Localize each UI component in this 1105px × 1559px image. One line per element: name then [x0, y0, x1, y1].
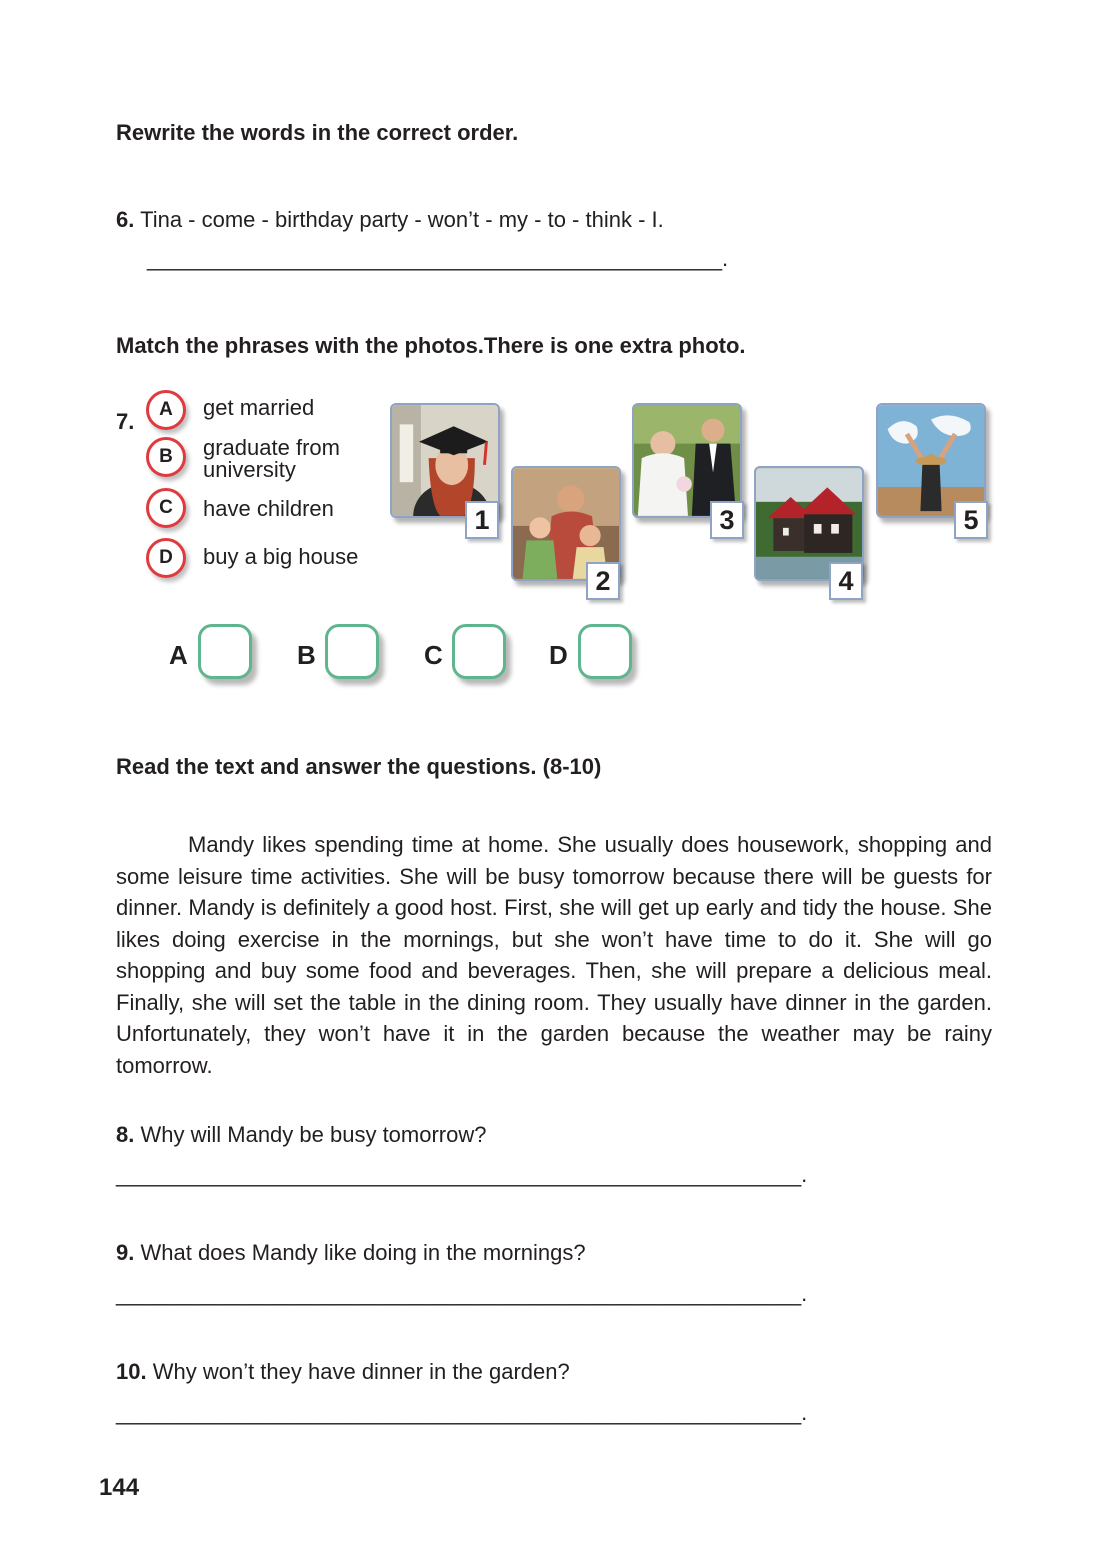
phrase-badge-b: B: [146, 437, 186, 477]
answer-letter-b: B: [297, 640, 316, 670]
photo-number-4: 4: [829, 562, 863, 600]
question-number: 6.: [116, 207, 135, 232]
answer-box-c[interactable]: [452, 624, 506, 679]
graduate-image: [392, 405, 498, 516]
question-text: What does Mandy like doing in the mornings?: [140, 1240, 586, 1265]
answer-box-a[interactable]: [198, 624, 252, 679]
question-text: Why won’t they have dinner in the garden?: [152, 1359, 570, 1384]
phrase-b-line2: university: [203, 457, 296, 482]
question-8: [116, 1122, 487, 1148]
answer-letter-c: C: [424, 640, 443, 670]
answer-line-8[interactable]: ________________________________________________________.: [116, 1162, 808, 1187]
answer-line-6[interactable]: _______________________________________________.: [147, 246, 729, 271]
phrase-badge-a: A: [146, 390, 186, 430]
question-6: [116, 207, 664, 233]
instruction-rewrite: Rewrite the words in the correct order.: [116, 120, 519, 145]
question-9: [116, 1240, 586, 1266]
phrase-d: buy a big house: [203, 544, 359, 569]
question-7-number: 7.: [116, 409, 135, 434]
phrase-b: [203, 437, 340, 481]
question-text: Tina - come - birthday party - won’t - my - to - think - I.: [140, 207, 664, 232]
instruction-match: Match the phrases with the photos.There is one extra photo.: [116, 333, 746, 358]
page-number: 144: [99, 1474, 140, 1501]
answer-box-b[interactable]: [325, 624, 379, 679]
traveller-image: [878, 405, 984, 516]
question-number: 9.: [116, 1240, 135, 1265]
wedding-image: [634, 405, 740, 516]
answer-line-9[interactable]: ________________________________________________________.: [116, 1281, 808, 1306]
phrase-b-line1: graduate from: [203, 435, 340, 460]
answer-letter-d: D: [549, 640, 568, 670]
question-number: 10.: [116, 1359, 147, 1384]
photo-number-1: 1: [465, 501, 499, 539]
answer-line-10[interactable]: ________________________________________________________.: [116, 1400, 808, 1425]
phrase-badge-d: D: [146, 538, 186, 578]
phrase-a: get married: [203, 395, 315, 420]
question-10: [116, 1359, 570, 1385]
instruction-read: Read the text and answer the questions. (8-10): [116, 754, 602, 779]
phrase-badge-c: C: [146, 488, 186, 528]
answer-box-d[interactable]: [578, 624, 632, 679]
question-text: Why will Mandy be busy tomorrow?: [140, 1122, 487, 1147]
phrase-c: have children: [203, 496, 334, 521]
photo-number-5: 5: [954, 501, 988, 539]
reading-passage: Mandy likes spending time at home. She usually does housework, shopping and some leisure time activities. She will be busy tomorrow because there will be guests for dinner. Mandy is definitely a good host. First, she will get up early and tidy the house. She likes doing exercise in the mornings, but she won’t have time to do it. She will go shopping and buy some food and beverages. Then, she will prepare a delicious meal. Finally, she will set the table in the dining room. They usually have dinner in the garden. Unfortunately, they won’t have it in the garden because the weather may be rainy tomorrow.: [116, 832, 992, 1078]
photo-number-2: 2: [586, 562, 620, 600]
answer-letter-a: A: [169, 640, 188, 670]
question-number: 8.: [116, 1122, 135, 1147]
photo-number-3: 3: [710, 501, 744, 539]
